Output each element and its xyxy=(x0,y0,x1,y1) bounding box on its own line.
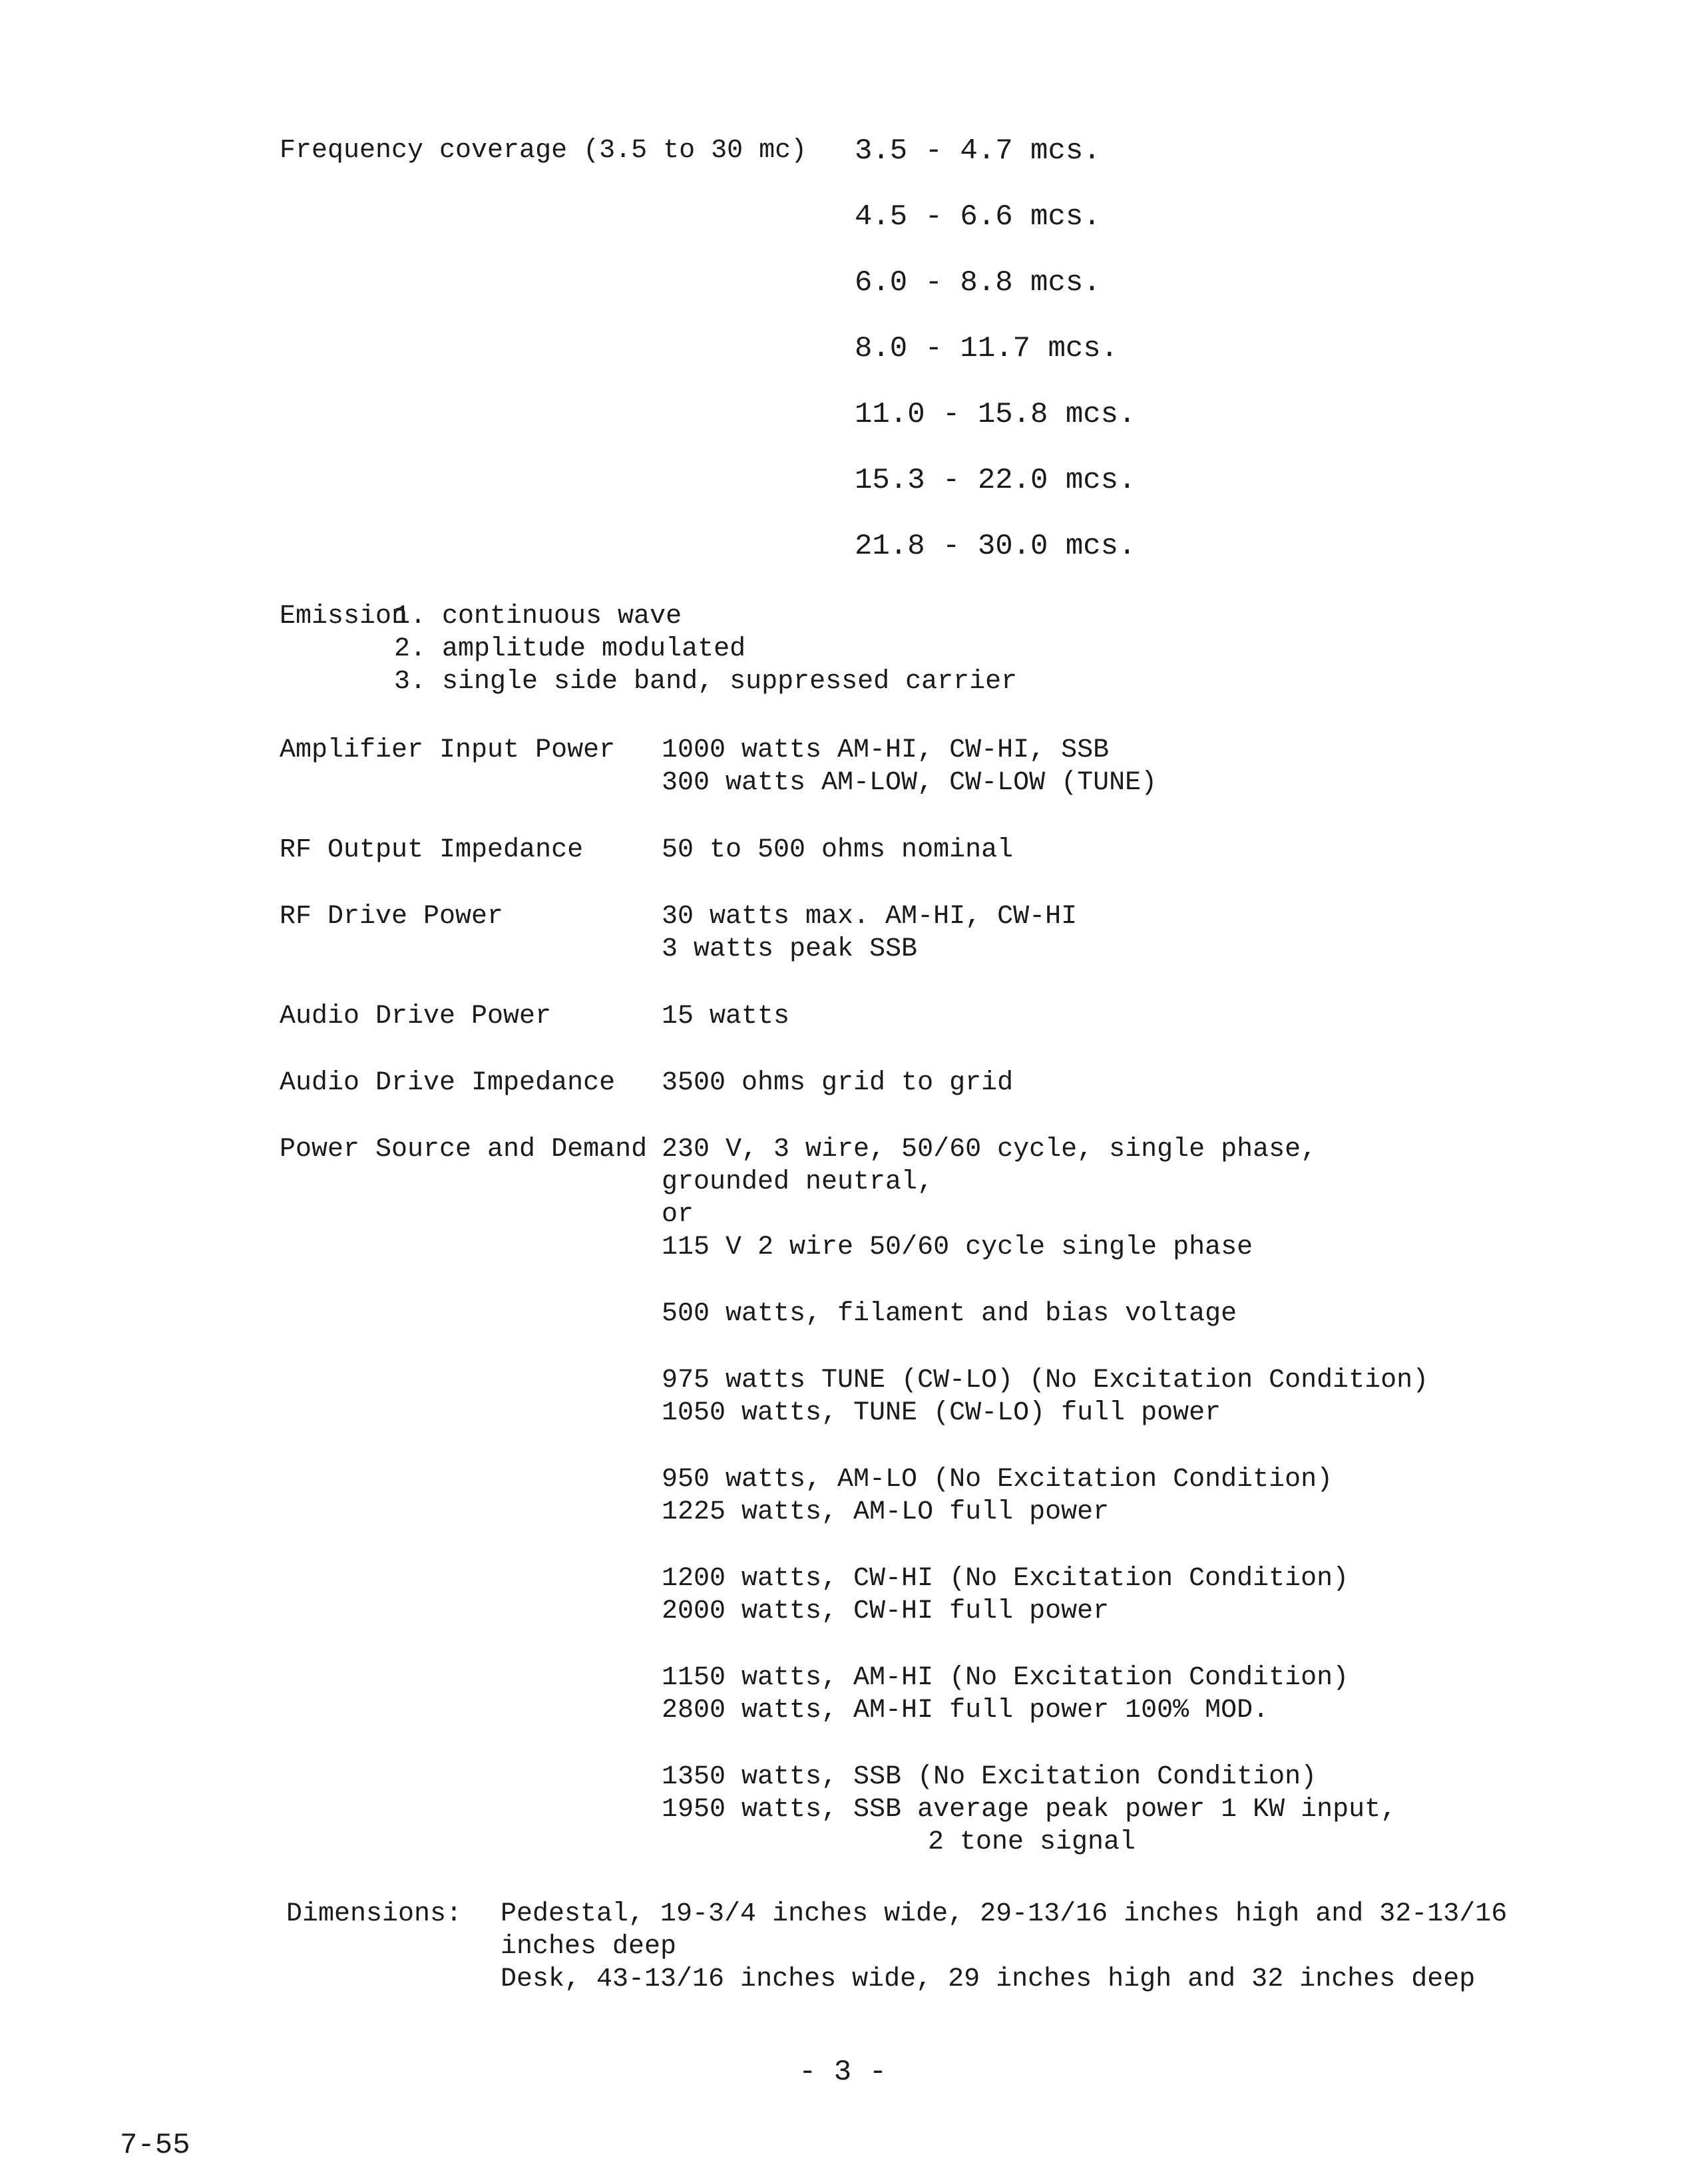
frequency-band: 6.0 - 8.8 mcs. xyxy=(855,266,1101,299)
amplifier-input-power-label: Amplifier Input Power xyxy=(280,735,616,765)
audio-drive-power-value: 15 watts xyxy=(662,1001,790,1031)
power-source-line: 2 tone signal xyxy=(928,1827,1136,1857)
dimensions-line: Desk, 43-13/16 inches wide, 29 inches high and 32 inches deep xyxy=(501,1964,1476,1994)
power-source-line: 1950 watts, SSB average peak power 1 KW input, xyxy=(662,1795,1397,1825)
dimensions-line: Pedestal, 19-3/4 inches wide, 29-13/16 inches high and 32-13/16 xyxy=(501,1899,1508,1929)
frequency-band: 11.0 - 15.8 mcs. xyxy=(855,398,1136,431)
rf-output-impedance-label: RF Output Impedance xyxy=(280,835,584,865)
power-source-line: 1050 watts, TUNE (CW-LO) full power xyxy=(662,1398,1221,1428)
emission-label: Emission xyxy=(280,602,408,632)
amplifier-input-power-value: 1000 watts AM-HI, CW-HI, SSB xyxy=(662,735,1110,765)
emission-item: 2. amplitude modulated xyxy=(394,634,746,664)
frequency-band: 4.5 - 6.6 mcs. xyxy=(855,200,1101,234)
power-source-line: 1150 watts, AM-HI (No Excitation Condition) xyxy=(662,1663,1349,1693)
power-source-line: 115 V 2 wire 50/60 cycle single phase xyxy=(662,1232,1253,1262)
rf-output-impedance-value: 50 to 500 ohms nominal xyxy=(662,835,1014,865)
frequency-band: 8.0 - 11.7 mcs. xyxy=(855,332,1119,365)
page-number: - 3 - xyxy=(799,2056,887,2089)
power-source-line: 1225 watts, AM-LO full power xyxy=(662,1497,1110,1527)
power-source-line: 2000 watts, CW-HI full power xyxy=(662,1596,1110,1626)
power-source-line: grounded neutral, xyxy=(662,1167,934,1197)
frequency-band: 3.5 - 4.7 mcs. xyxy=(855,134,1101,168)
dimensions-label: Dimensions: xyxy=(286,1899,463,1929)
power-source-line: 2800 watts, AM-HI full power 100% MOD. xyxy=(662,1696,1269,1726)
emission-item: 1. continuous wave xyxy=(394,602,682,632)
frequency-label: Frequency coverage (3.5 to 30 mc) xyxy=(280,136,807,166)
rf-drive-power-value: 30 watts max. AM-HI, CW-HI xyxy=(662,902,1078,932)
power-source-line: 1200 watts, CW-HI (No Excitation Condition) xyxy=(662,1564,1349,1594)
power-source-line: 950 watts, AM-LO (No Excitation Condition) xyxy=(662,1465,1333,1495)
frequency-band: 21.8 - 30.0 mcs. xyxy=(855,530,1136,563)
audio-drive-power-label: Audio Drive Power xyxy=(280,1001,552,1031)
power-source-line: 1350 watts, SSB (No Excitation Condition) xyxy=(662,1762,1317,1792)
power-source-line: 975 watts TUNE (CW-LO) (No Excitation Condition) xyxy=(662,1365,1429,1395)
frequency-band: 15.3 - 22.0 mcs. xyxy=(855,464,1136,497)
power-source-line: 230 V, 3 wire, 50/60 cycle, single phase, xyxy=(662,1135,1317,1165)
date-code: 7-55 xyxy=(120,2129,190,2162)
power-source-label: Power Source and Demand xyxy=(280,1135,648,1165)
power-source-line: or xyxy=(662,1200,694,1230)
rf-drive-power-value: 3 watts peak SSB xyxy=(662,934,918,964)
rf-drive-power-label: RF Drive Power xyxy=(280,902,504,932)
power-source-line: 500 watts, filament and bias voltage xyxy=(662,1299,1237,1329)
amplifier-input-power-value: 300 watts AM-LOW, CW-LOW (TUNE) xyxy=(662,768,1157,798)
emission-item: 3. single side band, suppressed carrier xyxy=(394,667,1018,697)
audio-drive-impedance-value: 3500 ohms grid to grid xyxy=(662,1068,1014,1098)
dimensions-line: inches deep xyxy=(501,1932,677,1962)
audio-drive-impedance-label: Audio Drive Impedance xyxy=(280,1068,616,1098)
